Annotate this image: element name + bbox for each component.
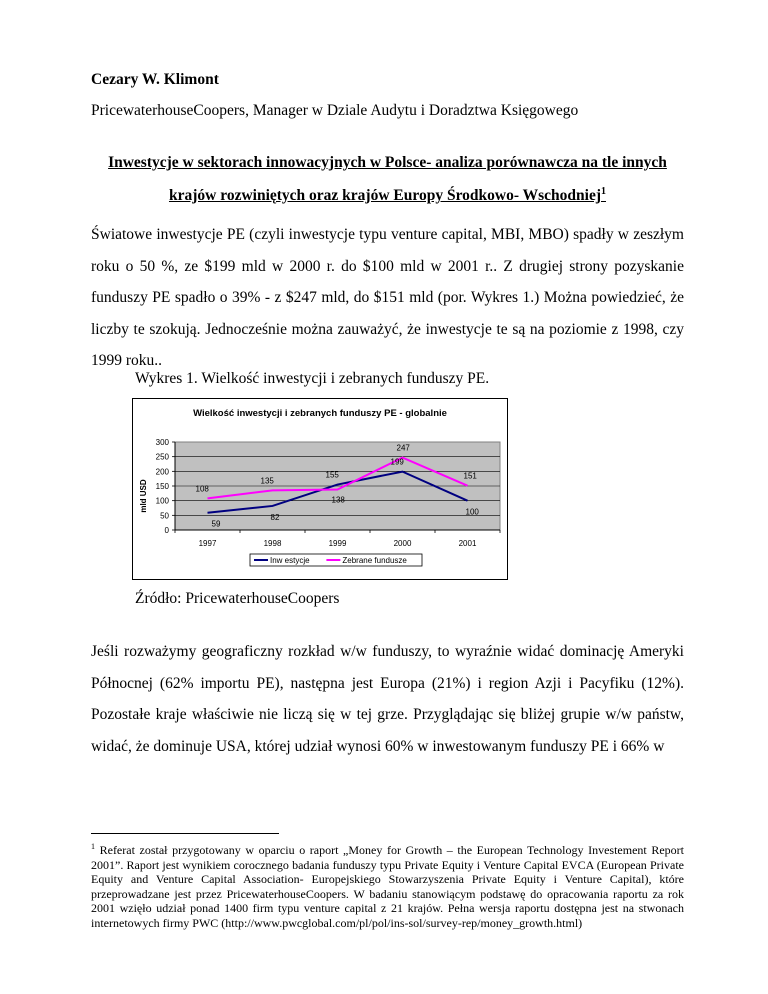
x-tick-label: 2000 [393,539,412,548]
figure-caption: Wykres 1. Wielkość inwestycji i zebranych funduszy PE. [135,370,490,387]
chart-y-axis-label: mld USD [139,479,148,513]
y-tick-label: 300 [155,438,169,447]
data-label: 135 [260,476,274,486]
author-affiliation: PricewaterhouseCoopers, Manager w Dziale Audytu i Doradztwa Księgowego [91,102,579,119]
title-line-2-text: krajów rozwiniętych oraz krajów Europy Środkowo- Wschodniej [168,187,601,205]
x-tick-label: 1998 [263,539,282,548]
footnote-mark: 1 [91,842,95,851]
data-label: 100 [465,507,479,517]
footnote-text: Referat został przygotowany w oparciu o raport „Money for Growth – the European Technology Investement Report 2001”. Raport jest wynikiem corocznego badania funduszy typu Private Equity i Venture Capital EVCA (European Private Equity and Venture Capital Association- Europejskiego Stowarzyszenia Private Equity i Venture Capital), które przeprowadzane jest przez PricewaterhouseCoopers. W badaniu stanowiącym podstawę do opracowania raportu za rok 2001 wzięło udział ponad 1400 firm typu venture capital z 21 krajów. Pełna wersja raportu dostępna jest na stwonach internetowych firmy PWC (http://www.pwcglobal.com/pl/pol/ins-sol/survey-rep/money_growth.html) [91,843,685,930]
data-label: 138 [331,495,345,505]
x-tick-label: 1997 [198,539,217,548]
chart-title: Wielkość inwestycji i zebranych funduszy PE - globalnie [193,408,447,419]
data-label: 108 [195,484,209,494]
title-line-2 [91,177,684,210]
title-footnote-mark[interactable]: 1 [601,186,606,197]
author-name: Cezary W. Klimont [91,71,219,88]
y-tick-label: 200 [155,467,169,477]
y-tick-label: 250 [155,452,169,462]
data-label: 247 [396,443,410,453]
y-tick-label: 150 [155,482,169,491]
figure-source: Źródło: PricewaterhouseCoopers [135,590,340,607]
data-label: 155 [325,470,339,480]
title-line-1: Inwestycje w sektorach innowacyjnych w Polsce- analiza porównawcza na tle innych [108,154,667,171]
data-label: 82 [270,512,280,522]
article-title [91,148,684,210]
legend-label: Inw estycje [270,556,310,565]
footnote-separator [91,833,279,834]
paragraph-2: Jeśli rozważymy geograficzny rozkład w/w funduszy, to wyraźnie widać dominację Ameryki Północnej (62% importu PE), następna jest Europa (21%) i region Azji i Pacyfiku (12%). Pozostałe kraje właściwie nie liczą się w tej grze. Przyglądając się bliżej grupie w/w państw, widać, że dominuje USA, której udział wynosi 60% w inwestowanym funduszy PE i 66% w [91,643,684,755]
chart-svg [132,398,508,580]
data-label: 59 [211,519,221,529]
y-tick-label: 50 [160,511,169,521]
data-label: 151 [463,471,477,481]
y-tick-label: 100 [155,496,169,506]
footnote [91,840,684,931]
paragraph-1: Światowe inwestycje PE (czyli inwestycje typu venture capital, MBI, MBO) spadły w zeszłym roku o 50 %, ze $199 mld w 2000 r. do $100 mld w 2001 r.. Z drugiej strony pozyskanie funduszy PE spadło o 39% - z $247 mld, do $151 mld (por. Wykres 1.) Można powiedzieć, że liczby te szokują. Jednocześnie można zauważyć, że inwestycje te są na poziomie z 1998, czy 1999 roku.. [91,226,684,369]
data-label: 199 [390,457,404,467]
x-tick-label: 1999 [328,539,347,548]
y-tick-label: 0 [164,526,169,535]
x-tick-label: 2001 [458,539,477,548]
chart [132,398,508,580]
legend-label: Zebrane fundusze [342,556,407,565]
